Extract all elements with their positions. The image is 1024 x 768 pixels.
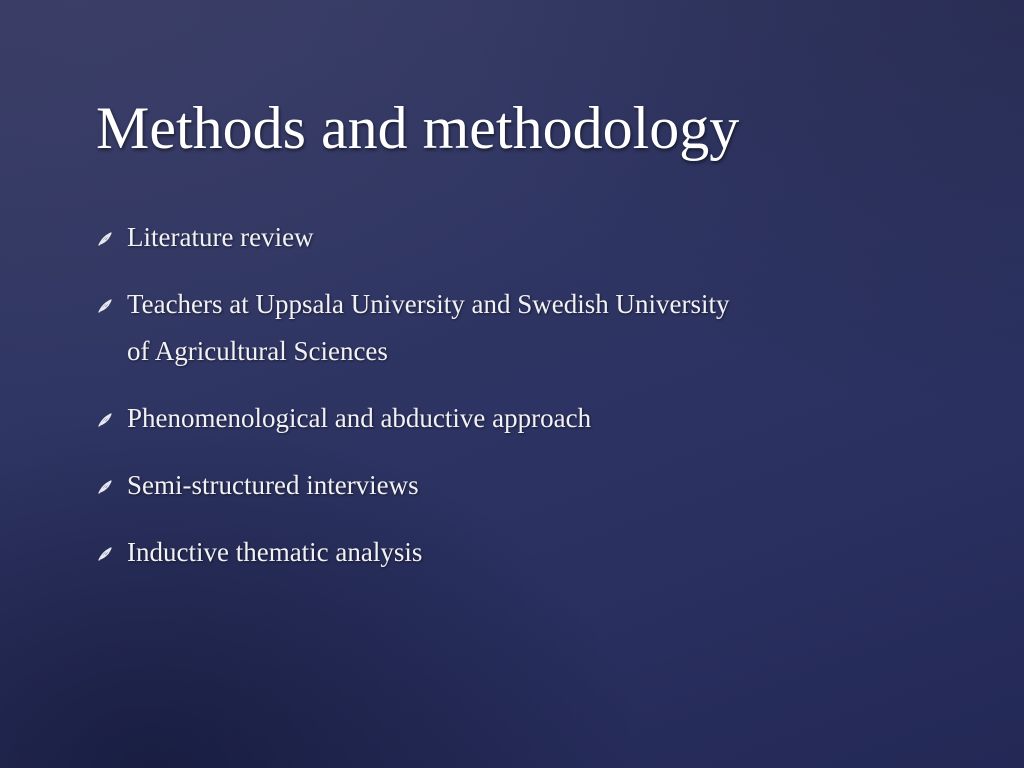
bullet-text: Phenomenological and abductive approach [127,403,592,433]
bullet-text: Semi-structured interviews [127,470,419,500]
bullet-item [96,395,756,442]
bullet-list [96,214,756,596]
feather-quill-icon [96,297,114,315]
bullet-item [96,281,756,375]
bullet-text: Teachers at Uppsala University and Swedish University of Agricultural Sciences [127,289,730,366]
feather-quill-icon [96,545,114,563]
bullet-item [96,462,756,509]
bullet-text: Literature review [127,222,314,252]
slide-title: Methods and methodology [96,95,740,161]
bullet-item [96,214,756,261]
feather-quill-icon [96,411,114,429]
bullet-text: Inductive thematic analysis [127,537,423,567]
feather-quill-icon [96,230,114,248]
bullet-item [96,529,756,576]
feather-quill-icon [96,478,114,496]
